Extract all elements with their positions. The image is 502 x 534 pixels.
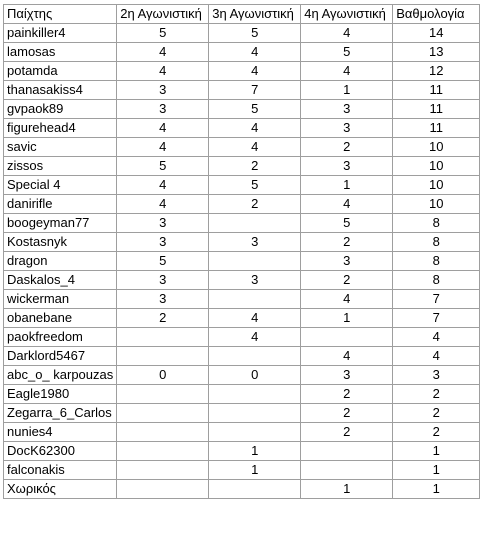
cell-round-2[interactable] (117, 442, 209, 461)
cell-round-3[interactable]: 2 (209, 157, 301, 176)
cell-round-3[interactable]: 0 (209, 366, 301, 385)
cell-round-3[interactable] (209, 252, 301, 271)
cell-round-3[interactable] (209, 404, 301, 423)
cell-player[interactable]: danirifle (4, 195, 117, 214)
cell-player[interactable]: zissos (4, 157, 117, 176)
cell-round-4[interactable]: 1 (301, 81, 393, 100)
cell-player[interactable]: Χωρικός (4, 480, 117, 499)
cell-total[interactable]: 8 (393, 233, 480, 252)
cell-total[interactable]: 4 (393, 328, 480, 347)
cell-round-2[interactable]: 0 (117, 366, 209, 385)
cell-round-2[interactable]: 3 (117, 233, 209, 252)
table-row (4, 366, 480, 385)
cell-round-4[interactable]: 1 (301, 176, 393, 195)
cell-round-4[interactable]: 4 (301, 24, 393, 43)
cell-round-4[interactable] (301, 442, 393, 461)
cell-round-3[interactable]: 2 (209, 195, 301, 214)
cell-total[interactable]: 4 (393, 347, 480, 366)
table-row (4, 271, 480, 290)
cell-round-2[interactable]: 4 (117, 43, 209, 62)
cell-round-3[interactable] (209, 214, 301, 233)
standings-table (3, 4, 480, 499)
table-row (4, 328, 480, 347)
cell-round-3[interactable]: 4 (209, 309, 301, 328)
table-row (4, 347, 480, 366)
table-row (4, 233, 480, 252)
cell-player[interactable]: lamosas (4, 43, 117, 62)
cell-round-2[interactable] (117, 347, 209, 366)
cell-round-4[interactable]: 2 (301, 271, 393, 290)
cell-total[interactable]: 8 (393, 252, 480, 271)
table-row (4, 176, 480, 195)
table-row (4, 290, 480, 309)
cell-total[interactable]: 1 (393, 442, 480, 461)
cell-round-4[interactable]: 2 (301, 385, 393, 404)
header-player[interactable]: Παίχτης (4, 5, 117, 24)
cell-player[interactable]: Kostasnyk (4, 233, 117, 252)
table-row (4, 100, 480, 119)
cell-player[interactable]: dragon (4, 252, 117, 271)
cell-round-3[interactable]: 4 (209, 43, 301, 62)
cell-player[interactable]: obanebane (4, 309, 117, 328)
cell-round-4[interactable]: 4 (301, 62, 393, 81)
table-row (4, 195, 480, 214)
cell-round-4[interactable]: 3 (301, 252, 393, 271)
cell-round-4[interactable]: 5 (301, 214, 393, 233)
cell-round-2[interactable]: 5 (117, 252, 209, 271)
cell-round-3[interactable] (209, 347, 301, 366)
cell-round-4[interactable]: 2 (301, 138, 393, 157)
header-round-2[interactable]: 2η Αγωνιστική (117, 5, 209, 24)
cell-round-4[interactable] (301, 328, 393, 347)
cell-player[interactable]: savic (4, 138, 117, 157)
cell-round-4[interactable]: 4 (301, 347, 393, 366)
cell-player[interactable]: Eagle1980 (4, 385, 117, 404)
cell-round-4[interactable]: 4 (301, 195, 393, 214)
cell-round-3[interactable]: 7 (209, 81, 301, 100)
cell-round-4[interactable]: 4 (301, 290, 393, 309)
cell-round-3[interactable] (209, 423, 301, 442)
table-row (4, 81, 480, 100)
cell-round-2[interactable] (117, 461, 209, 480)
cell-player[interactable]: nunies4 (4, 423, 117, 442)
cell-round-2[interactable]: 5 (117, 157, 209, 176)
cell-total[interactable]: 8 (393, 214, 480, 233)
table-body (4, 24, 480, 499)
cell-total[interactable]: 2 (393, 423, 480, 442)
table-row (4, 442, 480, 461)
cell-player[interactable]: DocK62300 (4, 442, 117, 461)
table-row (4, 309, 480, 328)
cell-round-4[interactable]: 2 (301, 233, 393, 252)
cell-player[interactable]: falconakis (4, 461, 117, 480)
cell-round-2[interactable]: 4 (117, 119, 209, 138)
table-row (4, 214, 480, 233)
table-row (4, 157, 480, 176)
cell-round-2[interactable]: 4 (117, 138, 209, 157)
table-row (4, 404, 480, 423)
cell-round-4[interactable]: 1 (301, 309, 393, 328)
cell-round-2[interactable] (117, 328, 209, 347)
cell-round-2[interactable]: 4 (117, 62, 209, 81)
cell-round-3[interactable] (209, 480, 301, 499)
cell-round-3[interactable] (209, 385, 301, 404)
cell-player[interactable]: Zegarra_6_Carlos (4, 404, 117, 423)
cell-round-2[interactable]: 3 (117, 290, 209, 309)
table-row (4, 385, 480, 404)
cell-total[interactable]: 10 (393, 157, 480, 176)
table-row (4, 62, 480, 81)
table-row (4, 252, 480, 271)
table-row (4, 24, 480, 43)
table-row (4, 480, 480, 499)
cell-round-3[interactable]: 4 (209, 119, 301, 138)
cell-round-4[interactable]: 5 (301, 43, 393, 62)
cell-total[interactable]: 8 (393, 271, 480, 290)
cell-round-3[interactable]: 5 (209, 176, 301, 195)
cell-total[interactable]: 14 (393, 24, 480, 43)
cell-round-2[interactable] (117, 385, 209, 404)
cell-player[interactable]: paokfreedom (4, 328, 117, 347)
cell-player[interactable]: painkiller4 (4, 24, 117, 43)
cell-total[interactable]: 10 (393, 138, 480, 157)
cell-round-3[interactable]: 3 (209, 233, 301, 252)
cell-round-2[interactable]: 3 (117, 81, 209, 100)
cell-round-4[interactable]: 3 (301, 119, 393, 138)
cell-round-3[interactable]: 1 (209, 442, 301, 461)
cell-total[interactable]: 7 (393, 309, 480, 328)
cell-round-2[interactable]: 5 (117, 24, 209, 43)
cell-round-3[interactable]: 5 (209, 24, 301, 43)
cell-round-4[interactable]: 1 (301, 480, 393, 499)
cell-player[interactable]: figurehead4 (4, 119, 117, 138)
cell-round-2[interactable]: 2 (117, 309, 209, 328)
cell-round-3[interactable]: 4 (209, 328, 301, 347)
cell-round-4[interactable] (301, 461, 393, 480)
cell-round-2[interactable]: 3 (117, 100, 209, 119)
cell-total[interactable]: 10 (393, 176, 480, 195)
cell-round-2[interactable] (117, 404, 209, 423)
cell-total[interactable]: 2 (393, 385, 480, 404)
cell-round-4[interactable]: 3 (301, 100, 393, 119)
cell-player[interactable]: gvpaok89 (4, 100, 117, 119)
cell-round-2[interactable] (117, 423, 209, 442)
cell-player[interactable]: Darklord5467 (4, 347, 117, 366)
table-row (4, 461, 480, 480)
cell-round-4[interactable]: 2 (301, 404, 393, 423)
cell-total[interactable]: 11 (393, 100, 480, 119)
cell-total[interactable]: 1 (393, 461, 480, 480)
table-row (4, 119, 480, 138)
cell-player[interactable]: Daskalos_4 (4, 271, 117, 290)
cell-total[interactable]: 13 (393, 43, 480, 62)
cell-round-2[interactable]: 3 (117, 271, 209, 290)
cell-player[interactable]: potamda (4, 62, 117, 81)
cell-round-2[interactable]: 3 (117, 214, 209, 233)
cell-total[interactable]: 7 (393, 290, 480, 309)
cell-round-2[interactable] (117, 480, 209, 499)
cell-round-2[interactable]: 4 (117, 195, 209, 214)
cell-total[interactable]: 3 (393, 366, 480, 385)
cell-total[interactable]: 11 (393, 119, 480, 138)
cell-total[interactable]: 2 (393, 404, 480, 423)
cell-player[interactable]: abc_o_ karpouzas (4, 366, 117, 385)
cell-round-3[interactable] (209, 290, 301, 309)
cell-round-4[interactable]: 3 (301, 366, 393, 385)
cell-round-3[interactable]: 4 (209, 138, 301, 157)
header-row (4, 5, 480, 24)
cell-player[interactable]: Special 4 (4, 176, 117, 195)
cell-round-2[interactable]: 4 (117, 176, 209, 195)
cell-round-4[interactable]: 2 (301, 423, 393, 442)
cell-total[interactable]: 11 (393, 81, 480, 100)
cell-round-3[interactable]: 3 (209, 271, 301, 290)
cell-total[interactable]: 10 (393, 195, 480, 214)
cell-round-3[interactable]: 5 (209, 100, 301, 119)
cell-round-3[interactable]: 4 (209, 62, 301, 81)
cell-round-3[interactable]: 1 (209, 461, 301, 480)
table-row (4, 43, 480, 62)
header-round-4[interactable]: 4η Αγωνιστική (301, 5, 393, 24)
table-row (4, 138, 480, 157)
header-total[interactable]: Βαθμολογία (393, 5, 480, 24)
cell-player[interactable]: thanasakiss4 (4, 81, 117, 100)
cell-total[interactable]: 12 (393, 62, 480, 81)
cell-player[interactable]: wickerman (4, 290, 117, 309)
cell-round-4[interactable]: 3 (301, 157, 393, 176)
table-row (4, 423, 480, 442)
header-round-3[interactable]: 3η Αγωνιστική (209, 5, 301, 24)
cell-total[interactable]: 1 (393, 480, 480, 499)
cell-player[interactable]: boogeyman77 (4, 214, 117, 233)
